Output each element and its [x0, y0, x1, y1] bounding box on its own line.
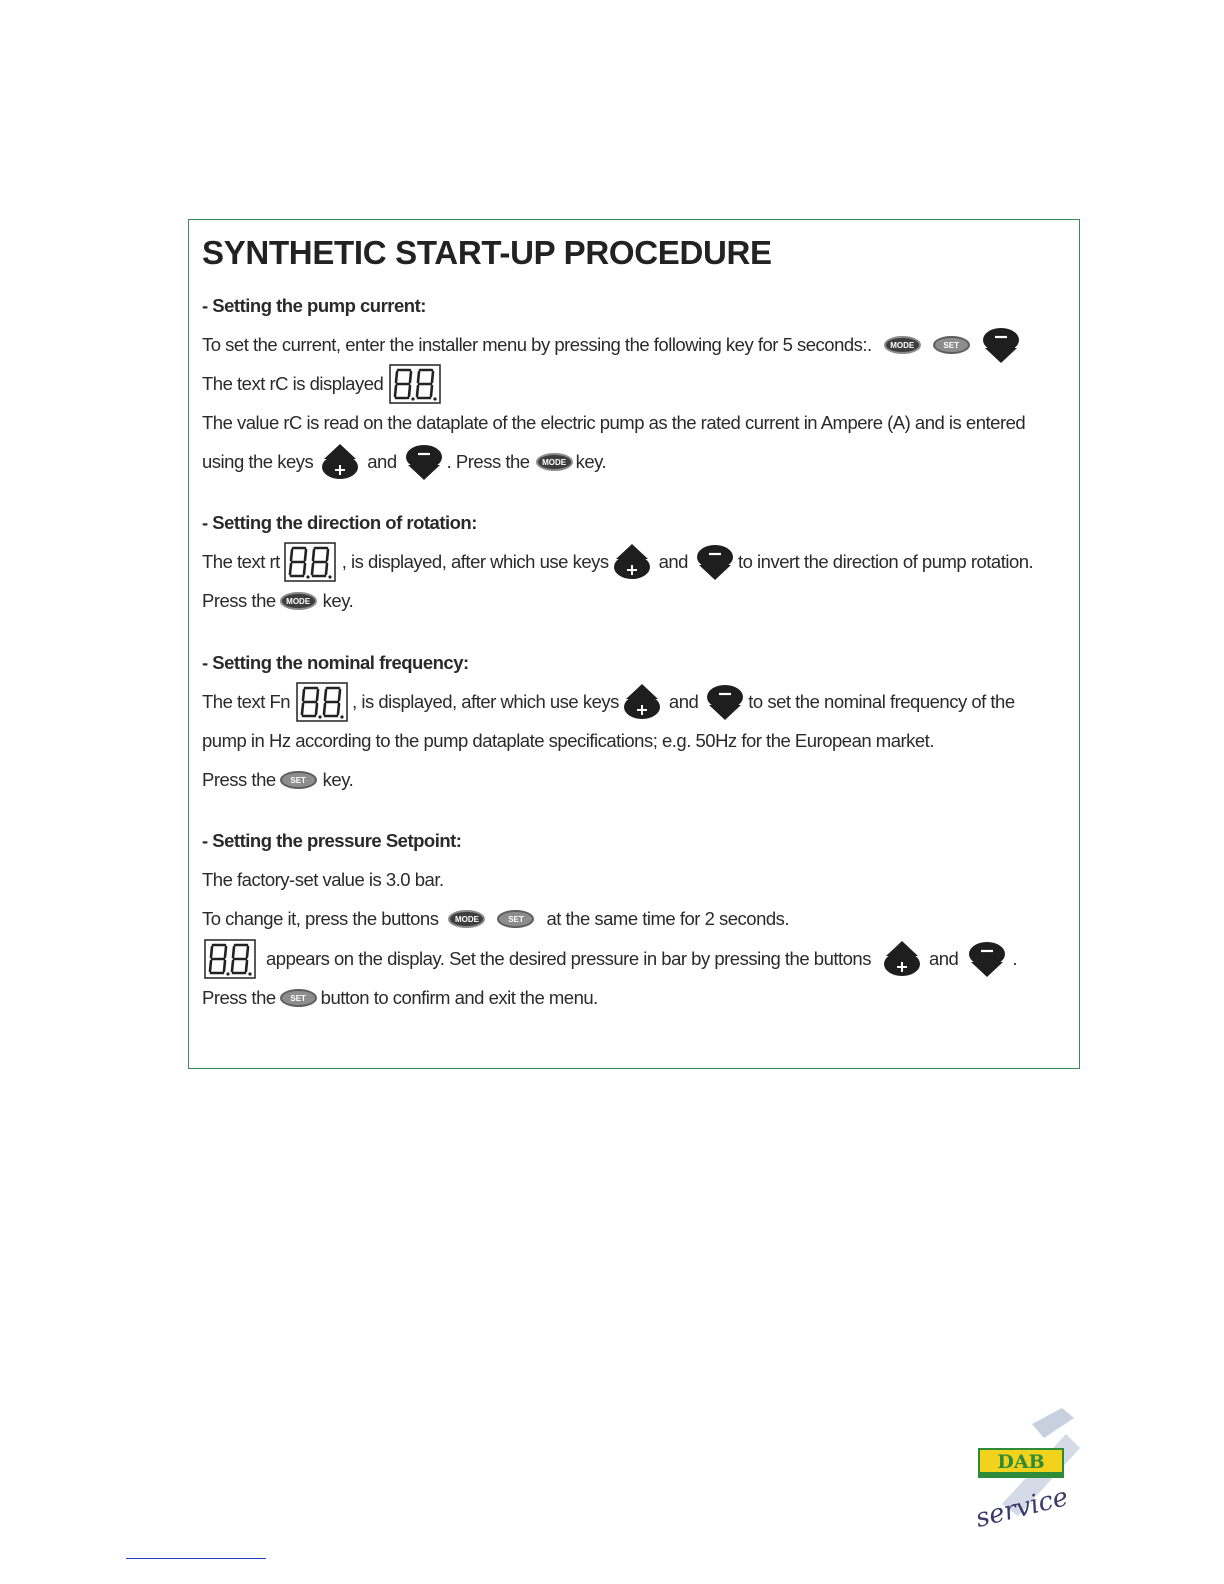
page-title: SYNTHETIC START-UP PROCEDURE	[202, 234, 772, 271]
display-rc-icon	[389, 364, 441, 404]
set-key-icon: SET	[497, 910, 534, 928]
mode-key-icon: MODE	[448, 910, 485, 928]
pump-current-line-1: To set the current, enter the installer menu by pressing the following key for 5 seconds:. MODE SET	[202, 325, 1020, 365]
rotation-line-1: The text rt , is displayed, after which use keys and to invert the direction of pump rotation.	[202, 542, 1033, 582]
display-fn-icon	[296, 682, 348, 722]
pump-current-line-4: using the keys and . Press the MODE key.	[202, 442, 606, 482]
display-rt-icon	[284, 542, 336, 582]
heading-setpoint: - Setting the pressure Setpoint:	[202, 830, 462, 851]
frequency-line-2: pump in Hz according to the pump dataplate specifications; e.g. 50Hz for the European market.	[202, 730, 934, 751]
mode-key-icon: MODE	[280, 592, 317, 610]
minus-key-icon	[706, 683, 744, 721]
mode-key-icon: MODE	[884, 336, 921, 354]
minus-key-icon	[968, 940, 1006, 978]
pump-current-line-2: The text rC is displayed	[202, 364, 441, 404]
rotation-line-2: Press the MODE key.	[202, 590, 354, 611]
display-sp-icon	[204, 939, 256, 979]
plus-key-icon	[613, 543, 651, 581]
minus-key-icon	[982, 326, 1020, 364]
heading-rotation: - Setting the direction of rotation:	[202, 512, 477, 533]
logo-tagline: service	[972, 1482, 1072, 1534]
minus-key-icon	[405, 443, 443, 481]
plus-key-icon	[883, 940, 921, 978]
set-key-icon: SET	[933, 336, 970, 354]
minus-key-icon	[696, 543, 734, 581]
heading-frequency: - Setting the nominal frequency:	[202, 652, 469, 673]
logo-brand: DAB	[997, 1451, 1045, 1473]
setpoint-line-4: Press the SET button to confirm and exit the menu.	[202, 987, 598, 1008]
frequency-line-3: Press the SET key.	[202, 769, 354, 790]
setpoint-line-1: The factory-set value is 3.0 bar.	[202, 869, 444, 890]
set-key-icon: SET	[280, 989, 317, 1007]
plus-key-icon	[623, 683, 661, 721]
dab-service-logo	[962, 1404, 1084, 1534]
pump-current-line-3: The value rC is read on the dataplate of the electric pump as the rated current in Ampere (A) and is entered	[202, 412, 1026, 433]
heading-pump-current: - Setting the pump current:	[202, 295, 426, 316]
setpoint-line-3: appears on the display. Set the desired pressure in bar by pressing the buttons and .	[202, 939, 1017, 979]
mode-key-icon: MODE	[536, 453, 573, 471]
footer-rule	[126, 1558, 266, 1559]
frequency-line-1: The text Fn , is displayed, after which use keys and to set the nominal frequency of the	[202, 682, 1015, 722]
plus-key-icon	[321, 443, 359, 481]
setpoint-line-2: To change it, press the buttons MODE SET at the same time for 2 seconds.	[202, 908, 790, 929]
set-key-icon: SET	[280, 771, 317, 789]
